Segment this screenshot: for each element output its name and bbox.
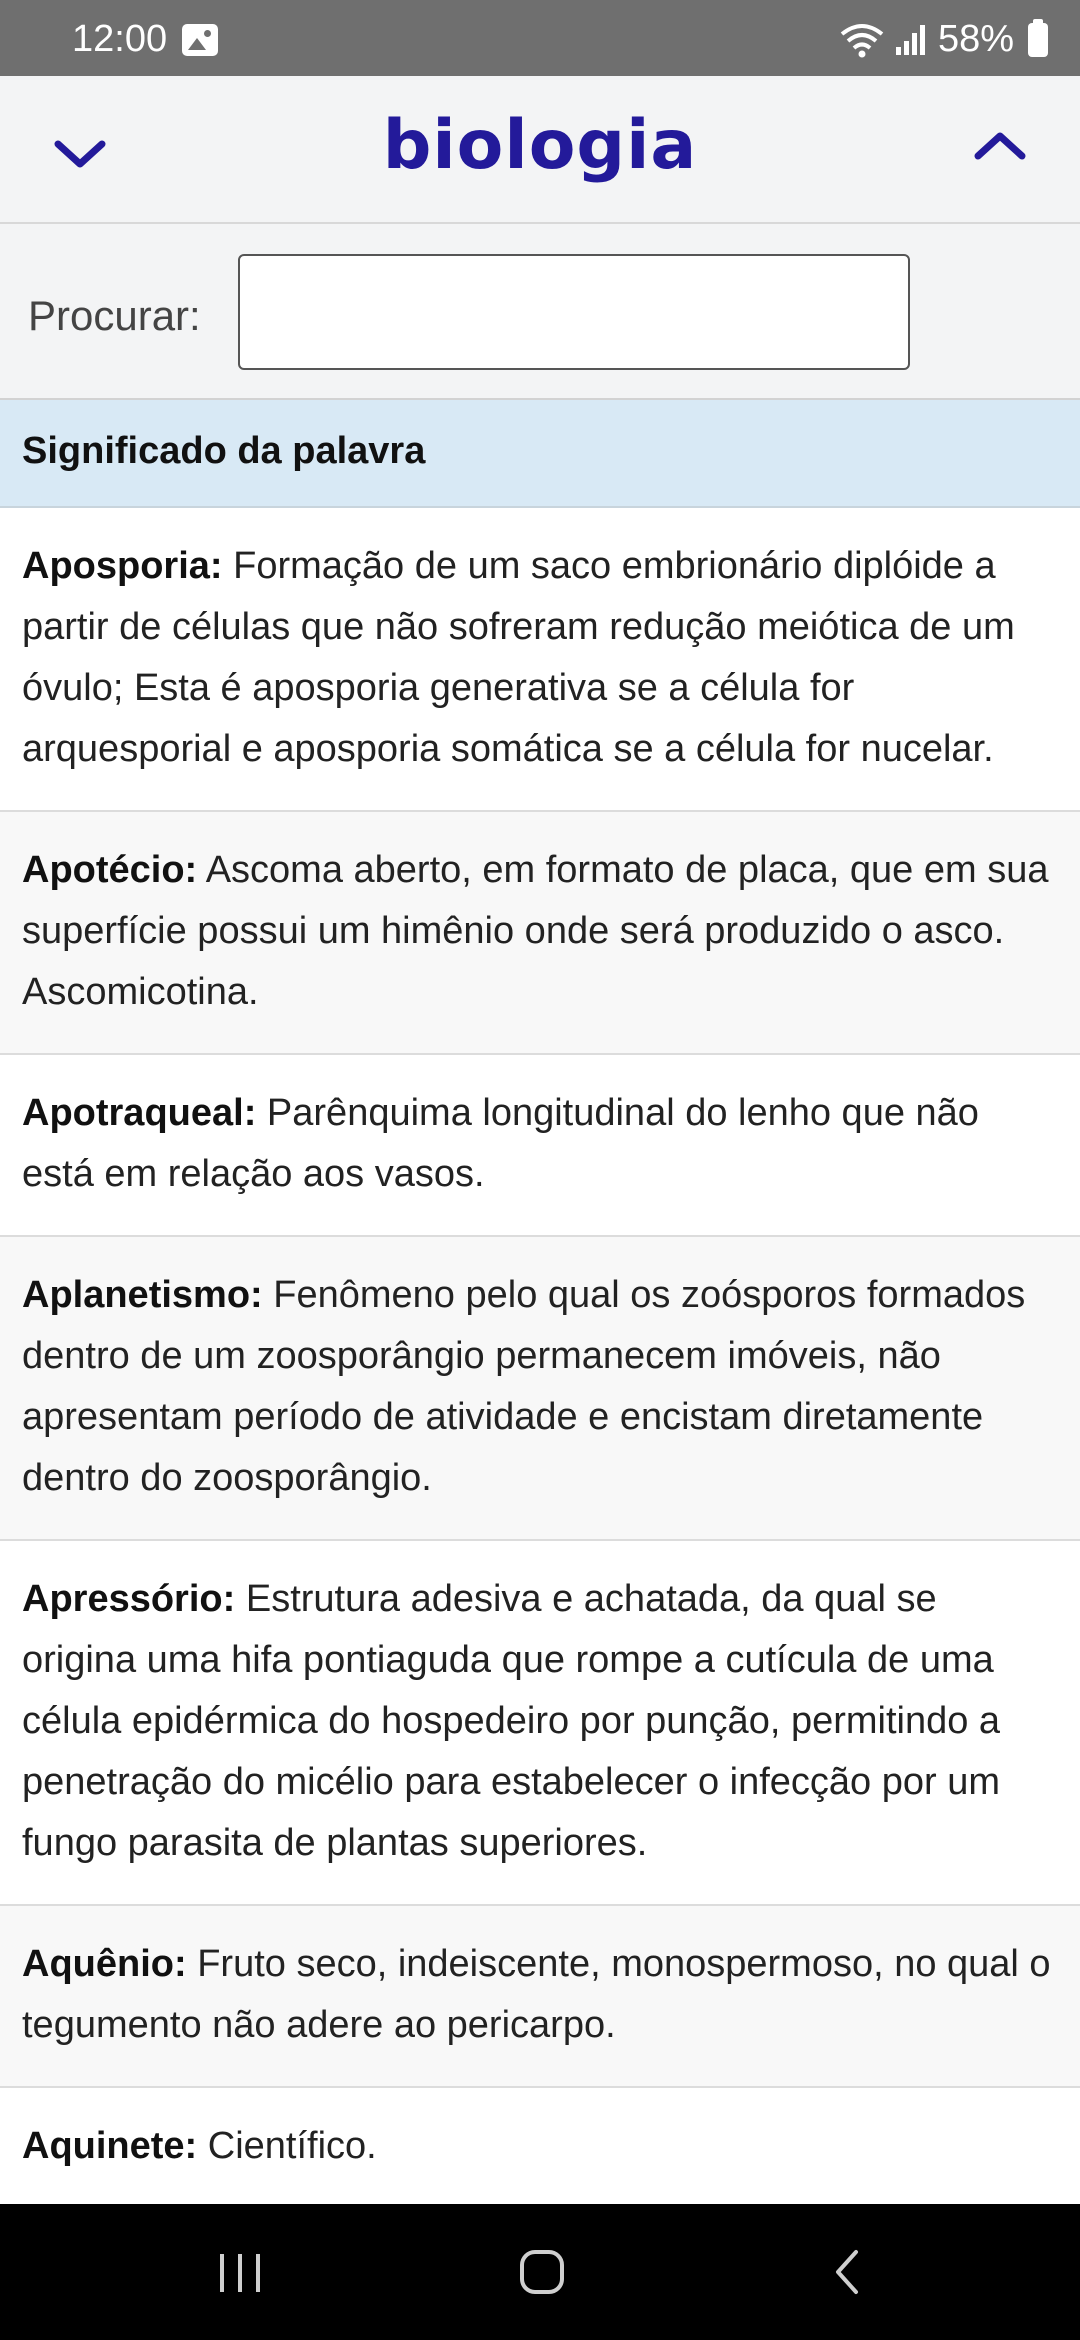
battery-icon bbox=[1028, 23, 1048, 57]
entry-term: Aplanetismo: bbox=[22, 1274, 263, 1316]
entry-definition: Formação de um saco embrionário diplóide a partir de células que não sofreram redução meiótica de um óvulo; Esta é aposporia generativa se a célula for arquesporial e aposporia somática se a célula for nucelar. bbox=[22, 545, 1015, 770]
list-item[interactable] bbox=[0, 812, 1080, 1055]
entry-definition: Parênquima longitudinal do lenho que não está em relação aos vasos. bbox=[22, 1092, 979, 1195]
status-icons bbox=[840, 18, 1048, 61]
chevron-up-icon[interactable] bbox=[970, 116, 1030, 176]
entry-term: Aquênio: bbox=[22, 1943, 187, 1985]
search-row bbox=[0, 224, 1080, 400]
entry-definition: Ascoma aberto, em formato de placa, que em sua superfície possui um himênio onde será produzido o asco. Ascomicotina. bbox=[22, 849, 1049, 1013]
table-header-label: Significado da palavra bbox=[22, 430, 426, 472]
entry-term: Aposporia: bbox=[22, 545, 223, 587]
entry-definition: Científico. bbox=[207, 2125, 377, 2167]
list-item[interactable] bbox=[0, 1237, 1080, 1541]
definition-list bbox=[0, 508, 1080, 2269]
entry-definition: Fenômeno pelo qual os zoósporos formados dentro de um zoosporângio permanecem imóveis, não apresentam período de atividade e encistam diretamente dentro do zoosporângio. bbox=[22, 1274, 1026, 1499]
status-bar bbox=[0, 0, 1080, 76]
list-item[interactable] bbox=[0, 1541, 1080, 1906]
entry-term: Apotraqueal: bbox=[22, 1092, 257, 1134]
search-input[interactable] bbox=[238, 254, 910, 370]
recent-apps-icon[interactable] bbox=[210, 2242, 270, 2302]
list-item[interactable] bbox=[0, 508, 1080, 812]
status-time: 12:00 bbox=[72, 18, 168, 60]
image-icon bbox=[182, 24, 218, 56]
table-header bbox=[0, 400, 1080, 508]
signal-icon bbox=[894, 23, 928, 57]
list-item[interactable] bbox=[0, 1906, 1080, 2088]
list-item[interactable] bbox=[0, 2088, 1080, 2209]
navigation-bar bbox=[0, 2204, 1080, 2340]
battery-percent: 58% bbox=[937, 18, 1014, 60]
entry-term: Apressório: bbox=[22, 1578, 236, 1620]
home-icon[interactable] bbox=[512, 2242, 572, 2302]
search-label: Procurar: bbox=[28, 292, 201, 339]
wifi-icon bbox=[840, 22, 884, 58]
list-item[interactable] bbox=[0, 1055, 1080, 1237]
page-title: biologia bbox=[382, 106, 698, 185]
entry-definition: Fruto seco, indeiscente, monospermoso, no qual o tegumento não adere ao pericarpo. bbox=[22, 1943, 1051, 2046]
entry-term: Apotécio: bbox=[22, 849, 198, 891]
back-icon[interactable] bbox=[818, 2242, 878, 2302]
entry-definition: Estrutura adesiva e achatada, da qual se origina uma hifa pontiaguda que rompe a cutícula de uma célula epidérmica do hospedeiro por punção, permitindo a penetração do micélio para estabelecer o infecção por um fungo parasita de plantas superiores. bbox=[22, 1578, 1001, 1864]
app-header bbox=[0, 76, 1080, 224]
entry-term: Aquinete: bbox=[22, 2125, 198, 2167]
